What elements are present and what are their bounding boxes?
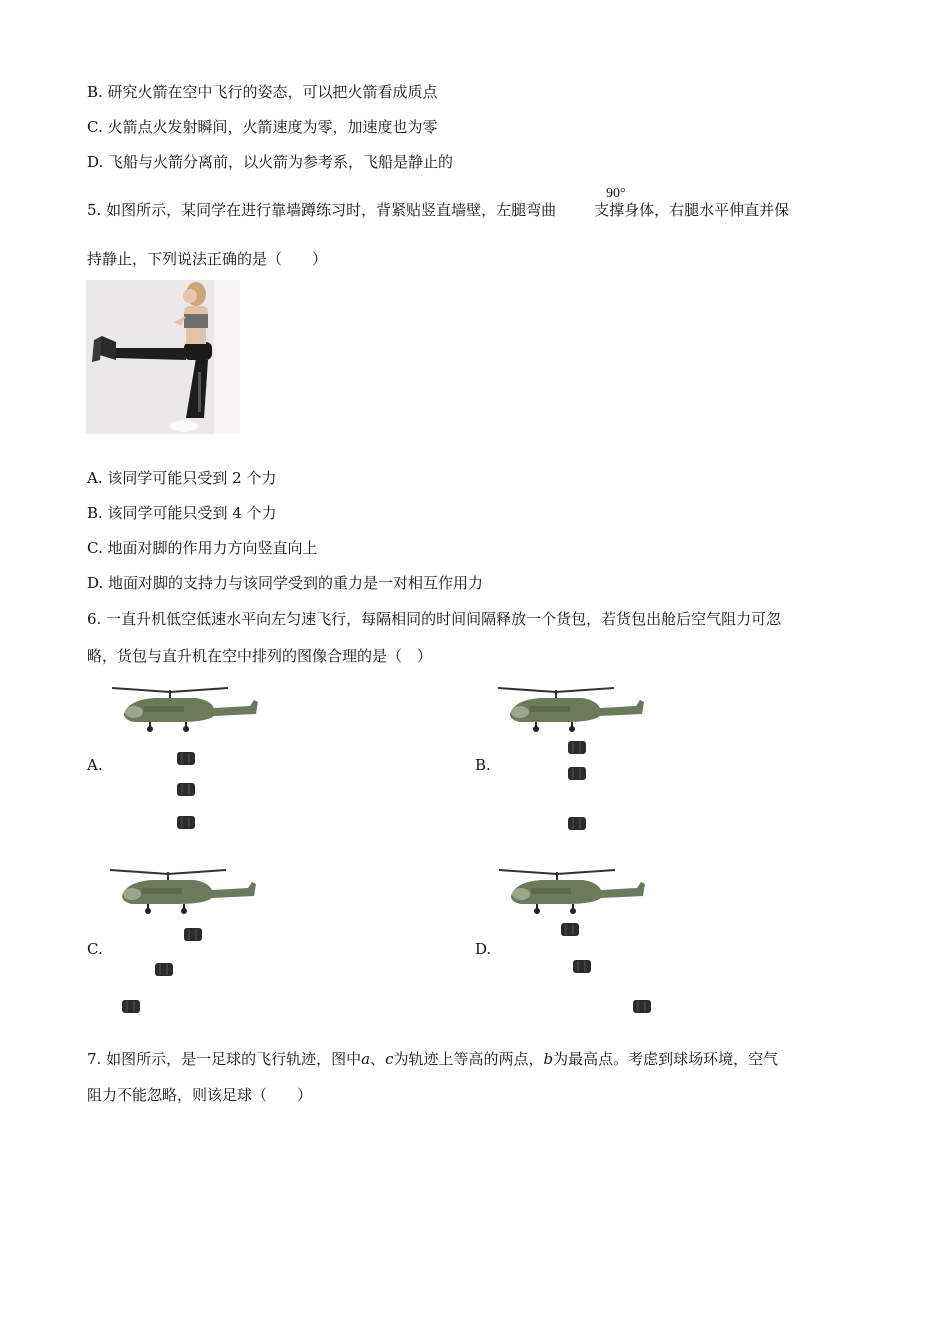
package-c3	[121, 999, 141, 1014]
question-5-line2: 持静止，下列说法正确的是（ ）	[87, 250, 328, 268]
package-a1	[176, 751, 196, 766]
package-c2	[154, 962, 174, 977]
package-d3	[632, 999, 652, 1014]
package-d1	[560, 922, 580, 937]
option-5a: A. 该同学可能只受到 2 个力	[87, 469, 277, 487]
option-4b: B. 研究火箭在空中飞行的姿态，可以把火箭看成质点	[87, 83, 438, 101]
question-6-line2: 略，货包与直升机在空中排列的图像合理的是（ ）	[87, 647, 433, 665]
helicopter-c	[108, 866, 258, 916]
option-6c-label: C.	[87, 940, 103, 958]
q7-point-b: b	[543, 1050, 554, 1068]
option-5b: B. 该同学可能只受到 4 个力	[87, 504, 277, 522]
package-b2	[567, 766, 587, 781]
q7-sep: 、	[370, 1050, 386, 1068]
question-7-line2: 阻力不能忽略，则该足球（ ）	[87, 1086, 313, 1104]
option-4d: D. 飞船与火箭分离前，以火箭为参考系，飞船是静止的	[87, 153, 454, 171]
option-6a-label: A.	[87, 756, 103, 774]
helicopter-b	[496, 684, 646, 734]
q7-text-1: 7. 如图所示，是一足球的飞行轨迹，图中	[87, 1050, 362, 1068]
q7-point-a: a	[361, 1050, 371, 1068]
helicopter-a	[110, 684, 260, 734]
option-5d: D. 地面对脚的支持力与该同学受到的重力是一对相互作用力	[87, 574, 484, 592]
option-4c: C. 火箭点火发射瞬间，火箭速度为零，加速度也为零	[87, 118, 438, 136]
q7-point-c: c	[385, 1050, 394, 1068]
package-b1	[567, 740, 587, 755]
package-a3	[176, 815, 196, 830]
helicopter-d	[497, 866, 647, 916]
package-b3	[567, 816, 587, 831]
q7-text-3: 为最高点。考虑到球场环境，空气	[553, 1050, 779, 1068]
question-5-text-b: 支撑身体，右腿水平伸直并保	[594, 201, 790, 219]
question-7-line1	[87, 1049, 778, 1069]
angle-90: 90°	[606, 186, 626, 201]
question-5-text-a: 5. 如图所示，某同学在进行靠墙蹲练习时，背紧贴竖直墙壁，左腿弯曲	[87, 201, 557, 219]
wall-sit-photo	[86, 280, 240, 434]
package-d2	[572, 959, 592, 974]
option-6b-label: B.	[475, 756, 491, 774]
question-5-line1	[87, 200, 789, 220]
q7-text-2: 为轨迹上等高的两点，	[393, 1050, 544, 1068]
package-c1	[183, 927, 203, 942]
option-6d-label: D.	[475, 940, 492, 958]
option-5c: C. 地面对脚的作用力方向竖直向上	[87, 539, 318, 557]
package-a2	[176, 782, 196, 797]
question-6-line1: 6. 一直升机低空低速水平向左匀速飞行，每隔相同的时间间隔释放一个货包，若货包出舱后空气阻力可忽	[87, 610, 782, 628]
